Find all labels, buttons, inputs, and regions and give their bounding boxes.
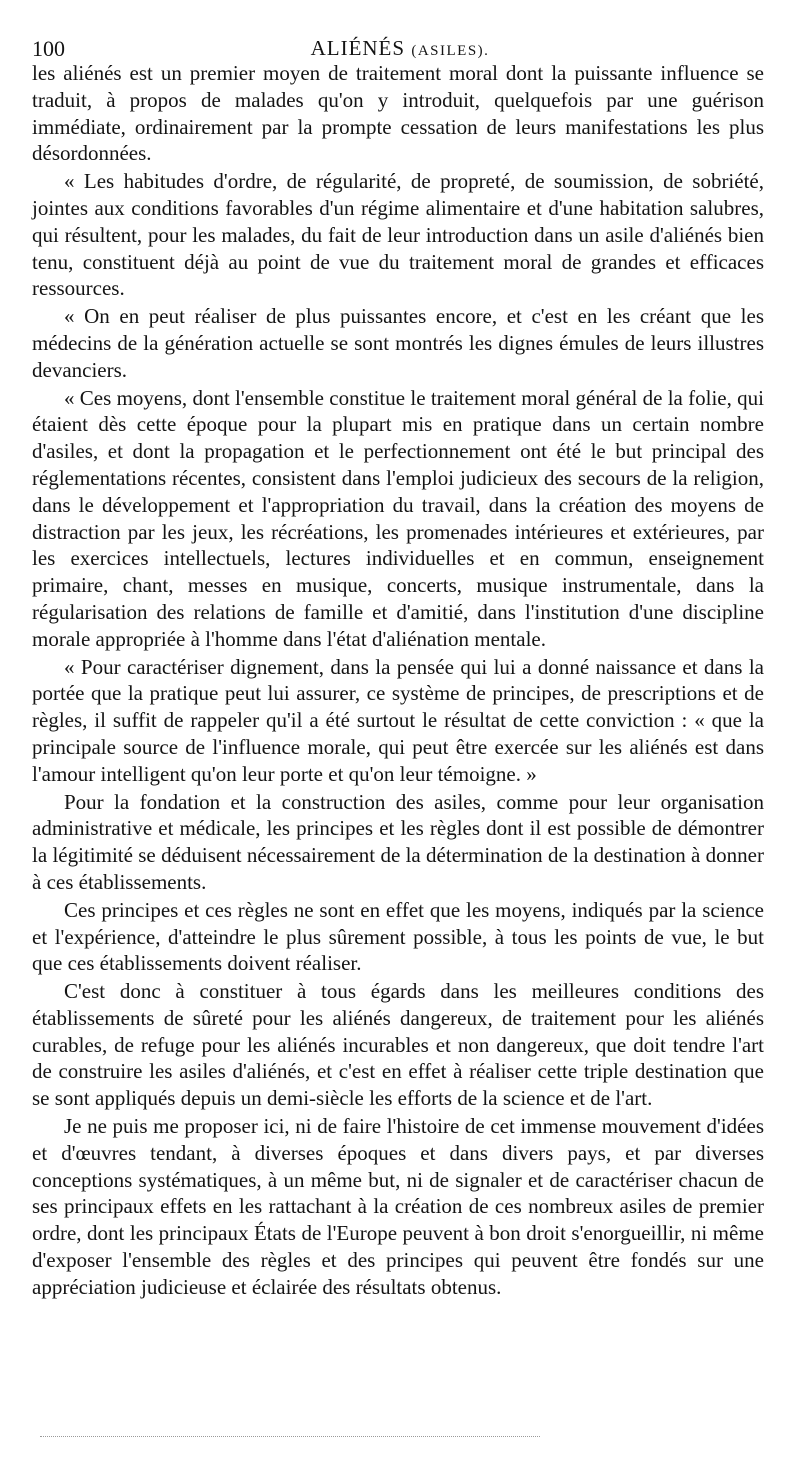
body-text [32, 60, 764, 1302]
page-number: 100 [32, 36, 65, 61]
paragraph: Je ne puis me proposer ici, ni de faire l'histoire de cet immense mouvement d'idées et d'œuvres tendant, à diverses époques et dans divers pays, et par diverses conceptions systématiques, à un même but, ni de signaler et de caractériser chacun de ses principaux effets en les rattachant à la création de ces nombreux asiles de premier ordre, dont les principaux États de l'Europe peuvent à bon droit s'enorgueillir, ni même d'exposer l'ensemble des règles et des principes qui peuvent être fondés sur une appréciation judicieuse et éclairée des résultats obtenus. [32, 1114, 764, 1299]
paragraph-continuation: les aliénés est un premier moyen de traitement moral dont la puissante influence se traduit, à propos de malades qu'on y introduit, quelquefois par une guérison immédiate, ordinairement par la prompte cessation de leurs manifestations les plus désordonnées. [32, 61, 764, 166]
bottom-rule [40, 1436, 540, 1437]
paragraph: « Pour caractériser dignement, dans la pensée qui lui a donné naissance et dans la portée que la pratique peut lui assurer, ce système de principes, de prescriptions et de règles, il suffit de rappeler qu'il a été surtout le résultat de cette conviction : « que la principale source de l'influence morale, qui peut être exercée sur les aliénés est dans l'amour intelligent qu'on leur porte et qu'on leur témoigne. » [32, 654, 764, 786]
running-title [32, 36, 768, 61]
paragraph: Ces principes et ces règles ne sont en effet que les moyens, indiqués par la science et l'expérience, d'atteindre le plus sûrement possible, à tous les points de vue, le but que ces établissements doivent réaliser. [32, 897, 764, 976]
paragraph: Pour la fondation et la construction des asiles, comme pour leur organisation administrative et médicale, les principes et les règles dont il est possible de démontrer la légitimité se déduisent nécessairement de la détermination de la destination à donner à ces établissements. [32, 789, 764, 894]
running-title-sub: (ASILES). [411, 43, 490, 59]
running-title-main: ALIÉNÉS [310, 36, 406, 60]
paragraph: « On en peut réaliser de plus puissantes encore, et c'est en les créant que les médecins de la génération actuelle se sont montrés les dignes émules de leurs illustres devanciers. [32, 304, 764, 382]
paragraph: C'est donc à constituer à tous égards dans les meilleures conditions des établissements de sûreté pour les aliénés dangereux, de traitement pour les aliénés curables, de refuge pour les aliénés incurables et non dangereux, que doit tendre l'art de construire les asiles d'aliénés, et c'est en effet à réaliser cette triple destination que se sont appliqués depuis un demi-siècle les efforts de la science et de l'art. [32, 979, 764, 1111]
paragraph: « Ces moyens, dont l'ensemble constitue le traitement moral général de la folie, qui étaient dès cette époque pour la plupart mis en pratique dans un certain nombre d'asiles, et dont la propagation et le perfectionnement ont été le but principal des réglementations récentes, consistent dans l'emploi judicieux des secours de la religion, dans le développement et l'appropriation du travail, dans la création des moyens de distraction par les jeux, les récréations, les promenades intérieures et extérieures, par les exercices intellectuels, lectures individuelles et en commun, enseignement primaire, chant, messes en musique, concerts, musique instrumentale, dans la régularisation des relations de famille et d'amitié, dans l'institution d'une discipline morale appropriée à l'homme dans l'état d'aliénation mentale. [32, 385, 764, 651]
paragraph: « Les habitudes d'ordre, de régularité, de propreté, de soumission, de sobriété, jointes aux conditions favorables d'un régime alimentaire et d'une habitation salubres, qui résultent, pour les malades, du fait de leur introduction dans un asile d'aliénés bien tenu, constituent déjà au point de vue du traitement moral de grandes et efficaces ressources. [32, 169, 764, 301]
